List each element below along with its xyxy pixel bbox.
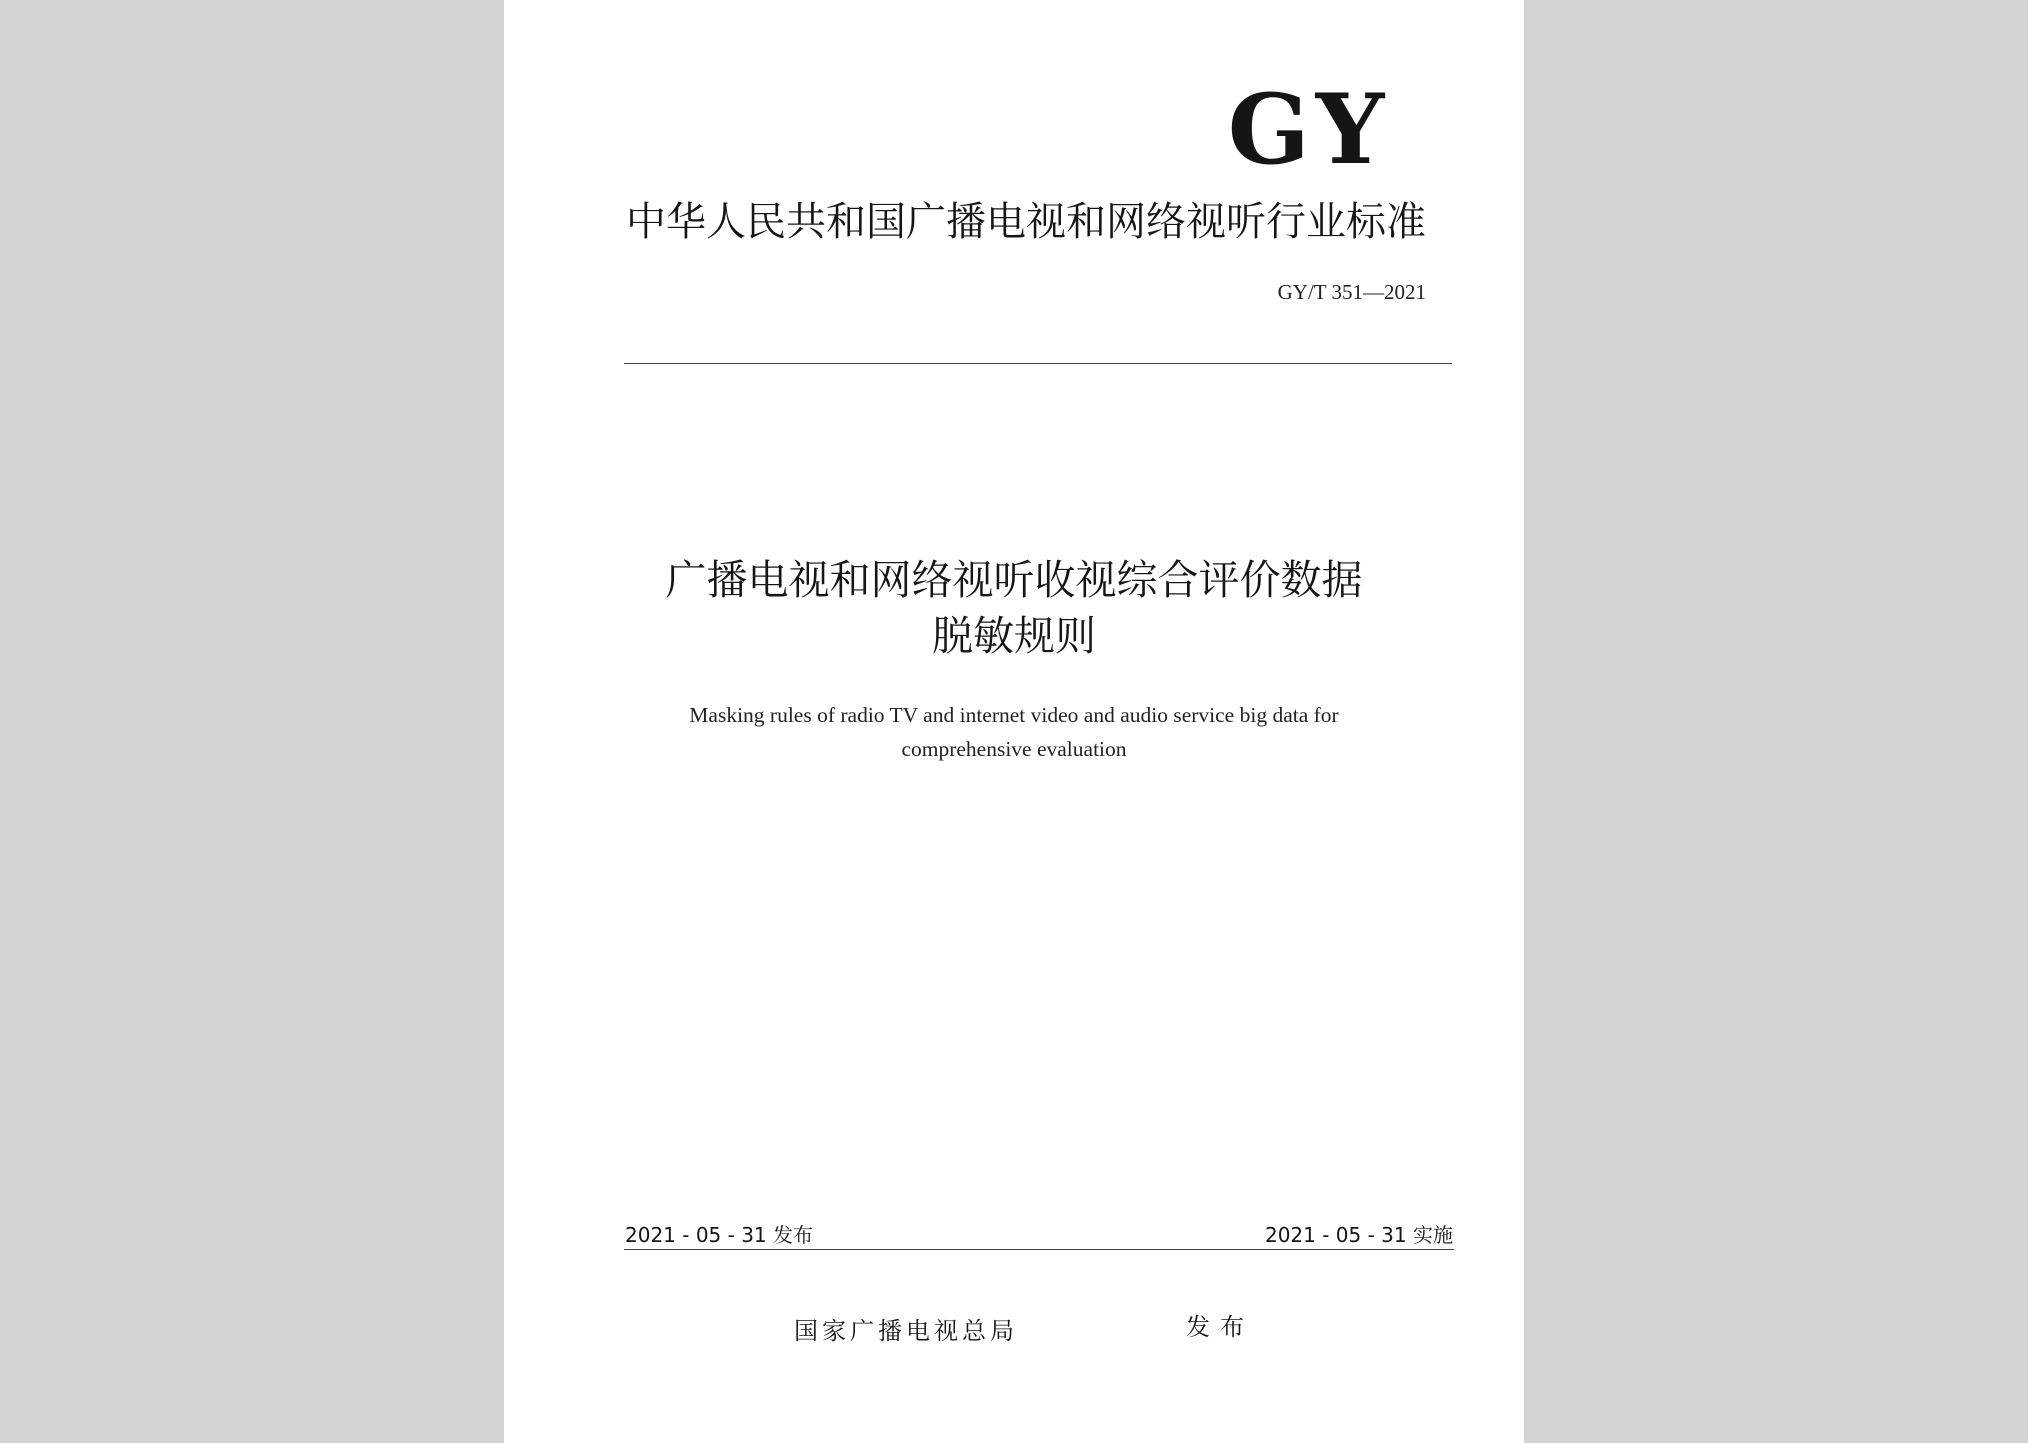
bottom-divider (624, 1249, 1454, 1250)
issuer-row (504, 1313, 1524, 1349)
chinese-title-line-2: 脱敏规则 (932, 612, 1096, 660)
standard-code: GY/T 351—2021 (1277, 280, 1426, 304)
english-title (584, 698, 1444, 766)
issuer-action: 发布 (1186, 1313, 1254, 1341)
english-title-line-1: Masking rules of radio TV and internet video and audio service big data for (689, 703, 1339, 727)
top-divider (624, 363, 1452, 364)
document-page (504, 0, 1524, 1443)
chinese-title (564, 552, 1464, 664)
chinese-title-line-1: 广播电视和网络视听收视综合评价数据 (665, 556, 1363, 604)
implementation-date: 2021 - 05 - 31 实施 (1264, 1223, 1453, 1247)
date-row (625, 1220, 1453, 1250)
issue-date: 2021 - 05 - 31 发布 (625, 1223, 814, 1247)
gy-logo: GY (1227, 73, 1391, 186)
english-title-line-2: comprehensive evaluation (901, 737, 1127, 761)
issuer-name: 国家广播电视总局 (794, 1317, 1018, 1345)
organization-title: 中华人民共和国广播电视和网络视听行业标准 (626, 199, 1426, 245)
